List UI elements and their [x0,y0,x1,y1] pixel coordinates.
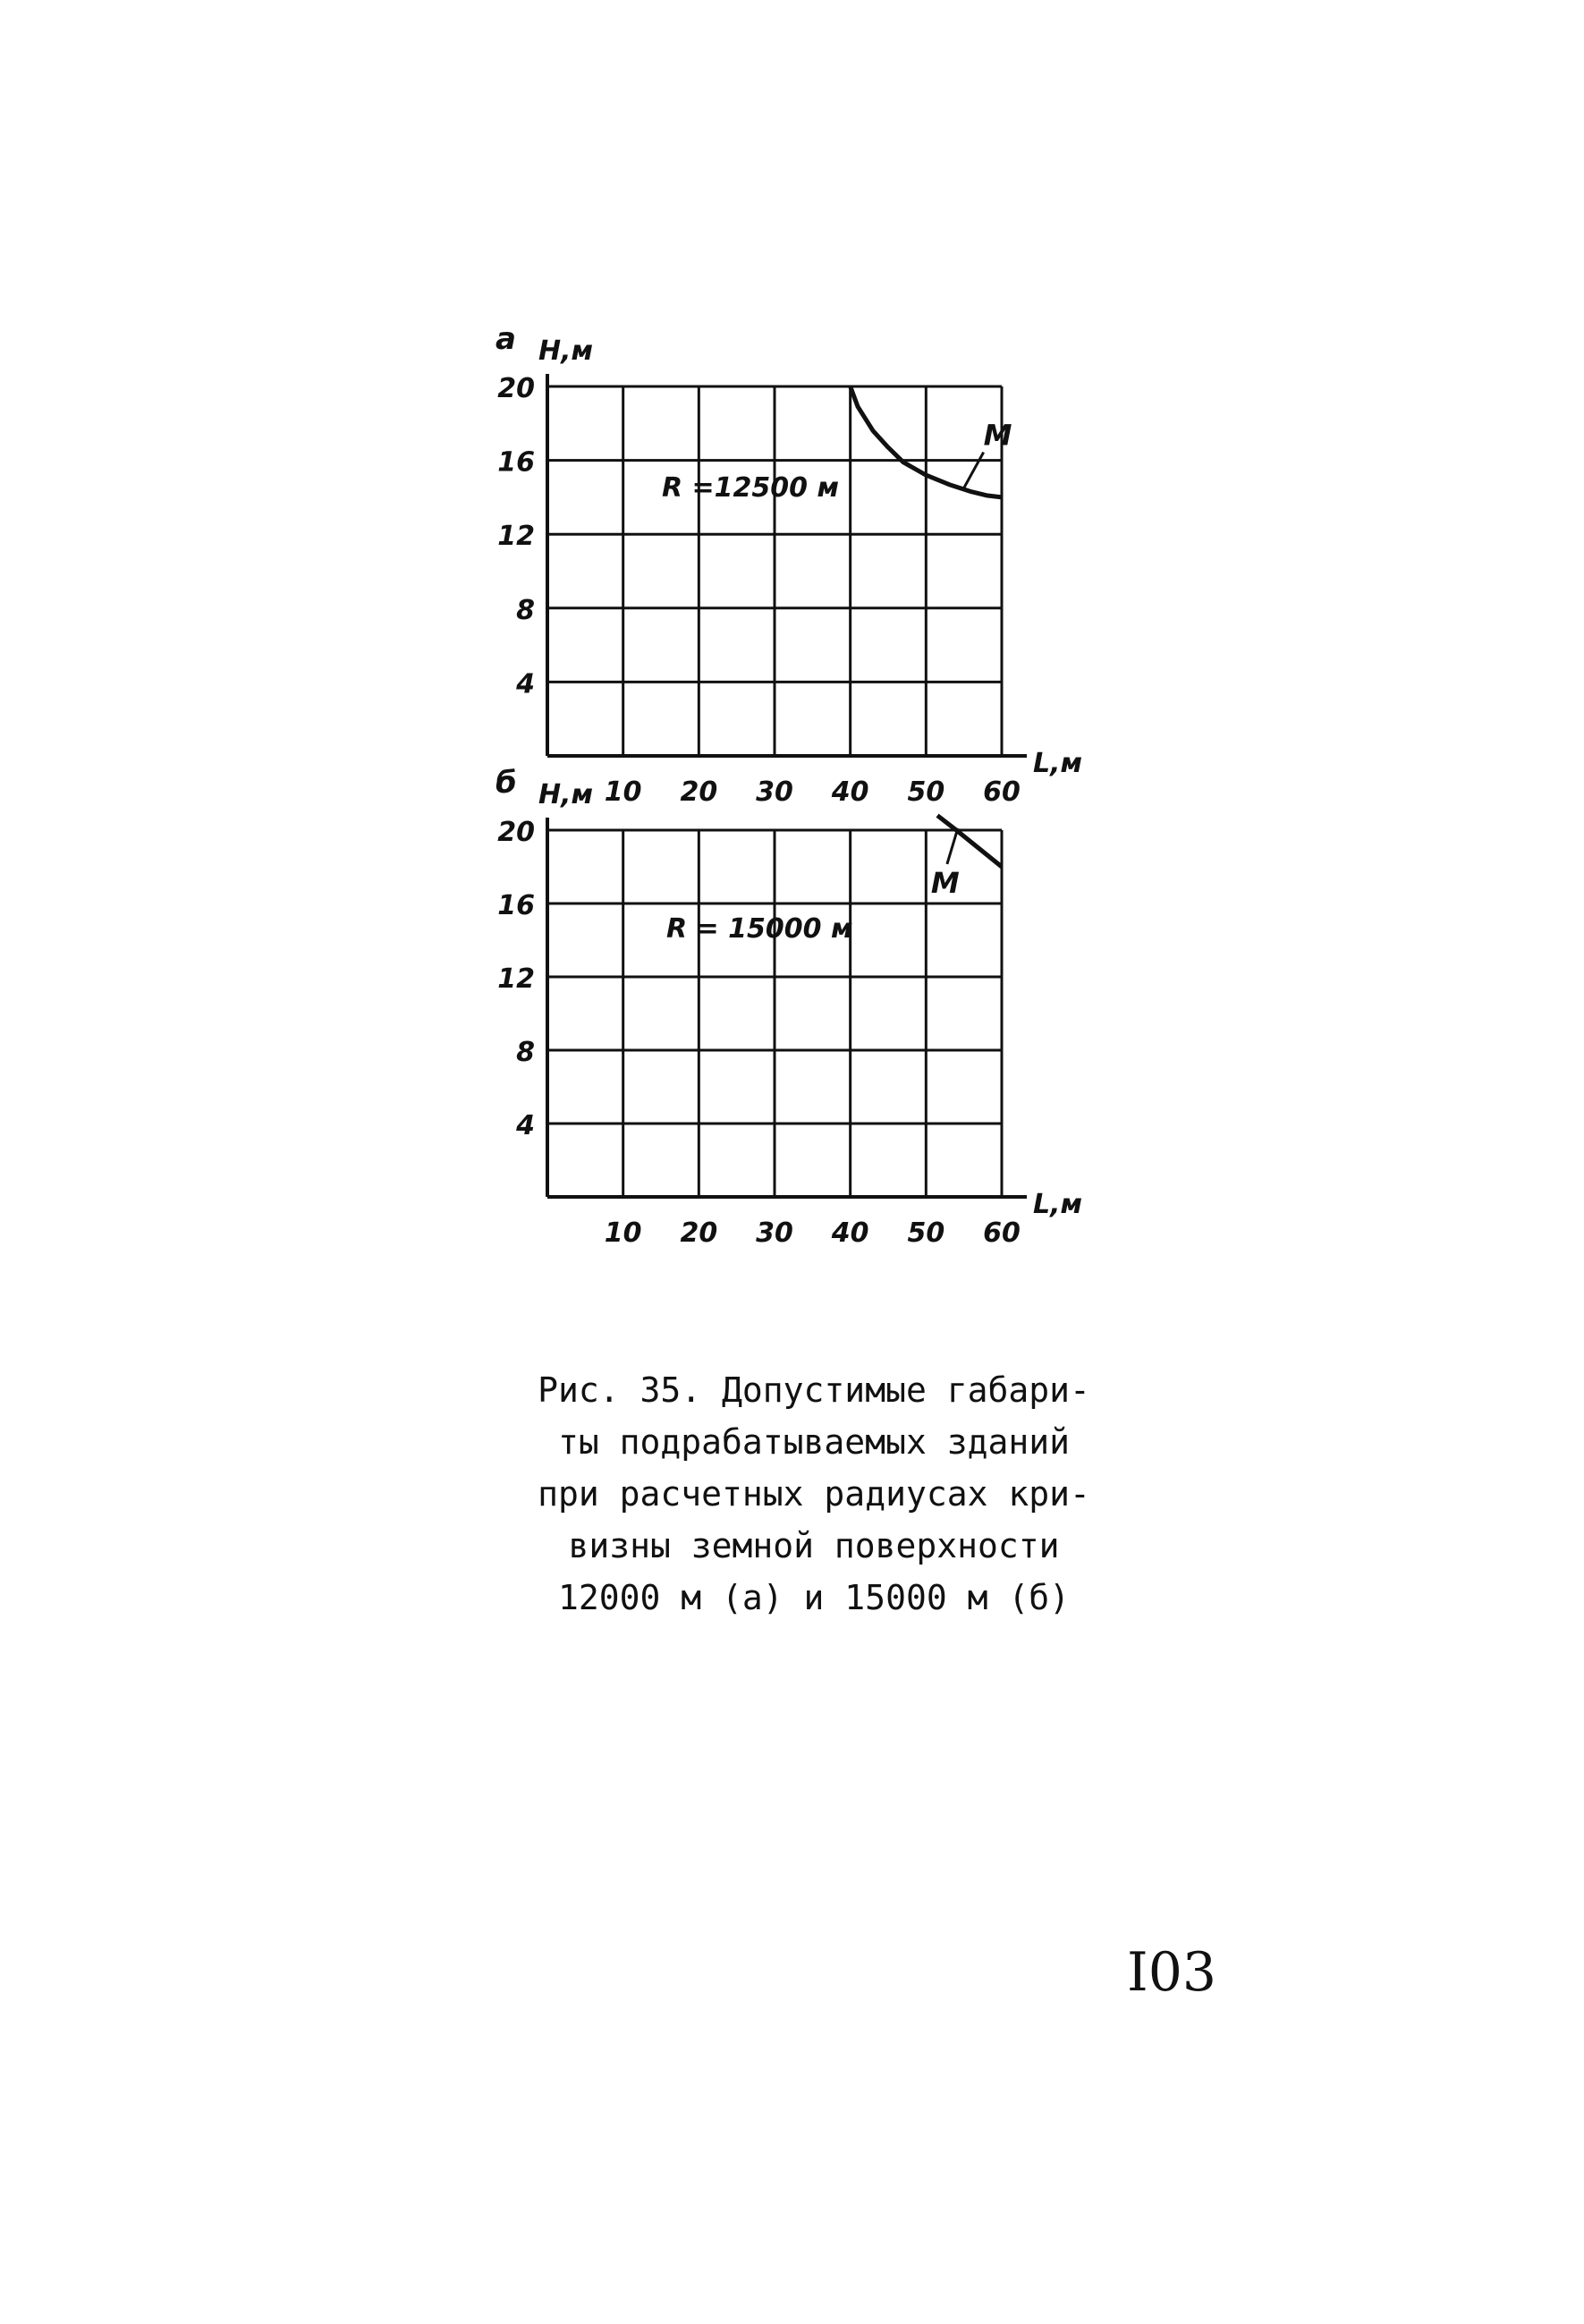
caption-line: при расчетных радиусах кри- [538,1474,1090,1514]
x-tick-label: 60 [983,776,1021,808]
x-tick-label: 30 [756,1217,793,1249]
radius-annotation: R =12500 м [662,472,840,504]
x-tick-label: 20 [680,1217,718,1249]
x-tick-label: 20 [680,776,718,808]
x-tick-label: 50 [907,1217,945,1249]
caption-line: 12000 м (а) и 15000 м (б) [558,1578,1070,1617]
y-tick-label: 16 [497,446,535,479]
caption-line: Рис. 35. Допустимые габари- [538,1370,1090,1410]
x-tick-label: 10 [604,776,642,808]
y-axis-label: Н,м [538,335,594,367]
radius-annotation: R = 15000 м [666,913,853,945]
series-label: М [983,418,1012,453]
x-tick-label: 50 [907,776,945,808]
y-tick-label: 8 [516,594,535,626]
series-label: М [930,865,960,900]
y-axis-label: Н,м [538,779,594,810]
series-leader [964,453,984,488]
caption-line: визны земной поверхности [568,1526,1060,1565]
x-tick-label: 10 [604,1217,642,1249]
y-tick-label: 20 [497,373,535,404]
panel-label: а [496,321,516,357]
x-tick-label: 40 [831,1217,869,1249]
x-tick-label: 40 [831,776,869,808]
series-leader [947,828,958,864]
y-tick-label: 12 [497,963,535,995]
x-tick-label: 30 [756,776,793,808]
y-tick-label: 4 [516,668,535,700]
figure-caption [501,1364,1127,1624]
panel-label: б [496,765,517,801]
y-tick-label: 4 [516,1110,535,1141]
page-number: I03 [1127,1941,1217,2004]
y-tick-label: 16 [497,890,535,921]
x-axis-label: L,м [1033,748,1083,779]
x-axis-label: L,м [1033,1189,1083,1220]
y-tick-label: 8 [516,1037,535,1068]
caption-line: ты подрабатываемых зданий [558,1422,1070,1462]
y-tick-label: 20 [497,817,535,848]
x-tick-label: 60 [983,1217,1021,1249]
series-curve [937,816,1002,867]
y-tick-label: 12 [497,521,535,553]
